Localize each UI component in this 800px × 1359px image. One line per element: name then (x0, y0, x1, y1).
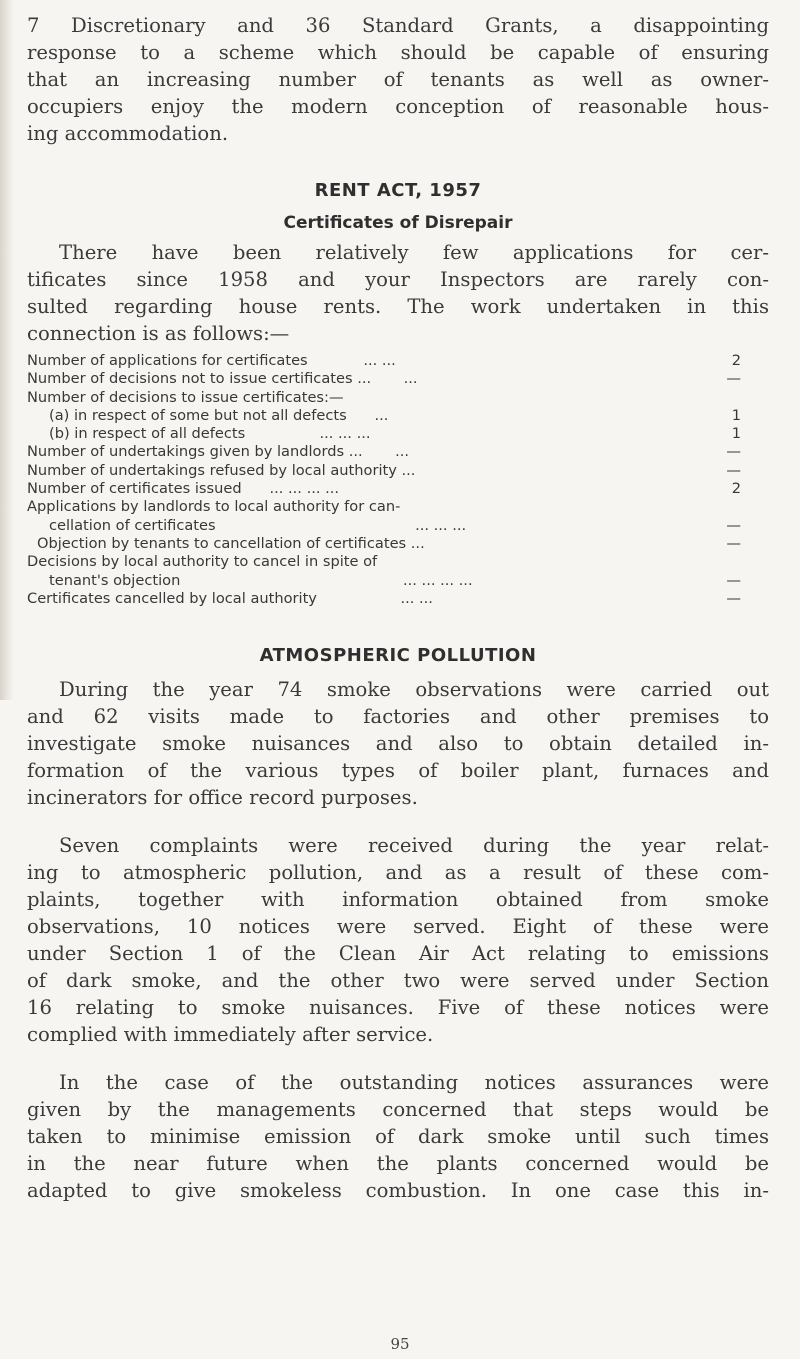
table-row (27, 572, 769, 590)
row-label: Objection by tenants to cancellation of certificates ... (37, 534, 425, 552)
row-label: Number of decisions not to issue certificates ... (27, 370, 372, 388)
leader-dots: ... (403, 370, 418, 388)
rent-act-paragraph (27, 239, 769, 347)
row-label: (a) in respect of some but not all defects (49, 406, 347, 424)
text-line: plaints, together with information obtained from smoke (27, 888, 769, 912)
text-line: occupiers enjoy the modern conception of reasonable hous- (27, 95, 769, 118)
text-line: There have been relatively few applications for cer- (59, 241, 769, 264)
leader-dots: ... ... (400, 589, 433, 607)
row-label: Number of certificates issued (27, 480, 242, 498)
row-label: Number of applications for certificates (27, 352, 308, 369)
text-line: incinerators for office record purposes. (27, 786, 418, 810)
row-value: — (726, 443, 741, 461)
atmospheric-paragraph-1 (27, 676, 769, 811)
row-value: — (726, 589, 741, 607)
leader-dots: ... ... ... ... (403, 571, 473, 589)
table-row (27, 517, 769, 535)
row-label: tenant's objection (49, 571, 181, 589)
text-line: response to a scheme which should be capable of ensuring (27, 41, 769, 64)
row-value: — (726, 370, 741, 388)
text-line: 16 relating to smoke nuisances. Five of these notices were (27, 996, 769, 1020)
table-row (27, 498, 769, 516)
text-line: 7 Discretionary and 36 Standard Grants, a disappointing (27, 14, 769, 37)
text-line: under Section 1 of the Clean Air Act relating to emissions (27, 942, 769, 966)
text-line: in the near future when the plants concerned would be (27, 1152, 769, 1176)
leader-dots: ... ... ... (415, 516, 467, 534)
certificates-table (27, 352, 769, 608)
row-value: — (726, 461, 741, 479)
table-row (27, 535, 769, 553)
atmospheric-paragraph-2 (27, 832, 769, 1048)
row-label: Number of decisions to issue certificates:— (27, 388, 344, 406)
table-row (27, 553, 769, 571)
text-line: sulted regarding house rents. The work undertaken in this (27, 295, 769, 318)
text-line: and 62 visits made to factories and other premises to (27, 705, 769, 729)
leader-dots: ... ... ... ... (269, 480, 340, 498)
row-value: — (726, 534, 741, 552)
text-line: complied with immediately after service. (27, 1023, 434, 1047)
leader-dots: ... ... ... (319, 425, 371, 443)
table-row (27, 425, 769, 443)
table-row (27, 389, 769, 407)
text-line: of dark smoke, and the other two were served under Section (27, 969, 769, 993)
table-row (27, 590, 769, 608)
text-line: observations, 10 notices were served. Eight of these were (27, 915, 769, 939)
row-label: Certificates cancelled by local authority (27, 589, 317, 607)
rent-act-heading: RENT ACT, 1957 (314, 180, 482, 201)
text-line: that an increasing number of tenants as well as owner- (27, 68, 769, 91)
text-line: investigate smoke nuisances and also to obtain detailed in- (27, 732, 769, 756)
table-row (27, 480, 769, 498)
intro-paragraph (27, 12, 769, 147)
text-line: Seven complaints were received during the year relat- (59, 834, 769, 858)
row-value: — (726, 571, 741, 589)
table-row (27, 370, 769, 388)
row-value: 2 (731, 480, 741, 498)
row-label: Number of undertakings given by landlords ... (27, 443, 363, 461)
row-label: cellation of certificates (49, 516, 216, 534)
text-line: formation of the various types of boiler plant, furnaces and (27, 759, 769, 783)
table-row (27, 407, 769, 425)
row-label: Number of undertakings refused by local authority ... (27, 461, 416, 479)
page-content (27, 12, 769, 1204)
row-value: — (726, 516, 741, 534)
binding-edge (0, 0, 14, 700)
row-label: (b) in respect of all defects (49, 425, 246, 443)
row-value: 1 (731, 425, 741, 443)
page-number: 95 (390, 1335, 410, 1353)
leader-dots: ... (374, 406, 389, 424)
row-value: 2 (731, 352, 741, 369)
row-value: 1 (731, 406, 741, 424)
leader-dots: ... (395, 443, 410, 461)
leader-dots: ... ... (363, 352, 396, 369)
text-line: In the case of the outstanding notices assurances were (59, 1071, 769, 1095)
table-row (27, 462, 769, 480)
text-line: ing to atmospheric pollution, and as a result of these com- (27, 861, 769, 885)
text-line: tificates since 1958 and your Inspectors are rarely con- (27, 268, 769, 291)
atmospheric-paragraph-3 (27, 1069, 769, 1204)
row-label: Decisions by local authority to cancel in spite of (27, 553, 378, 571)
text-line: During the year 74 smoke observations were carried out (59, 678, 769, 702)
table-row (27, 443, 769, 461)
certificates-subheading: Certificates of Disrepair (283, 213, 513, 233)
text-line: given by the managements concerned that steps would be (27, 1098, 769, 1122)
text-line: adapted to give smokeless combustion. In one case this in- (27, 1179, 769, 1203)
table-row (27, 352, 769, 370)
text-line: ing accommodation. (27, 122, 229, 145)
atmospheric-pollution-heading: ATMOSPHERIC POLLUTION (259, 645, 537, 667)
row-label: Applications by landlords to local authority for can- (27, 498, 401, 516)
text-line: taken to minimise emission of dark smoke until such times (27, 1125, 769, 1149)
text-line: connection is as follows:— (27, 322, 290, 345)
